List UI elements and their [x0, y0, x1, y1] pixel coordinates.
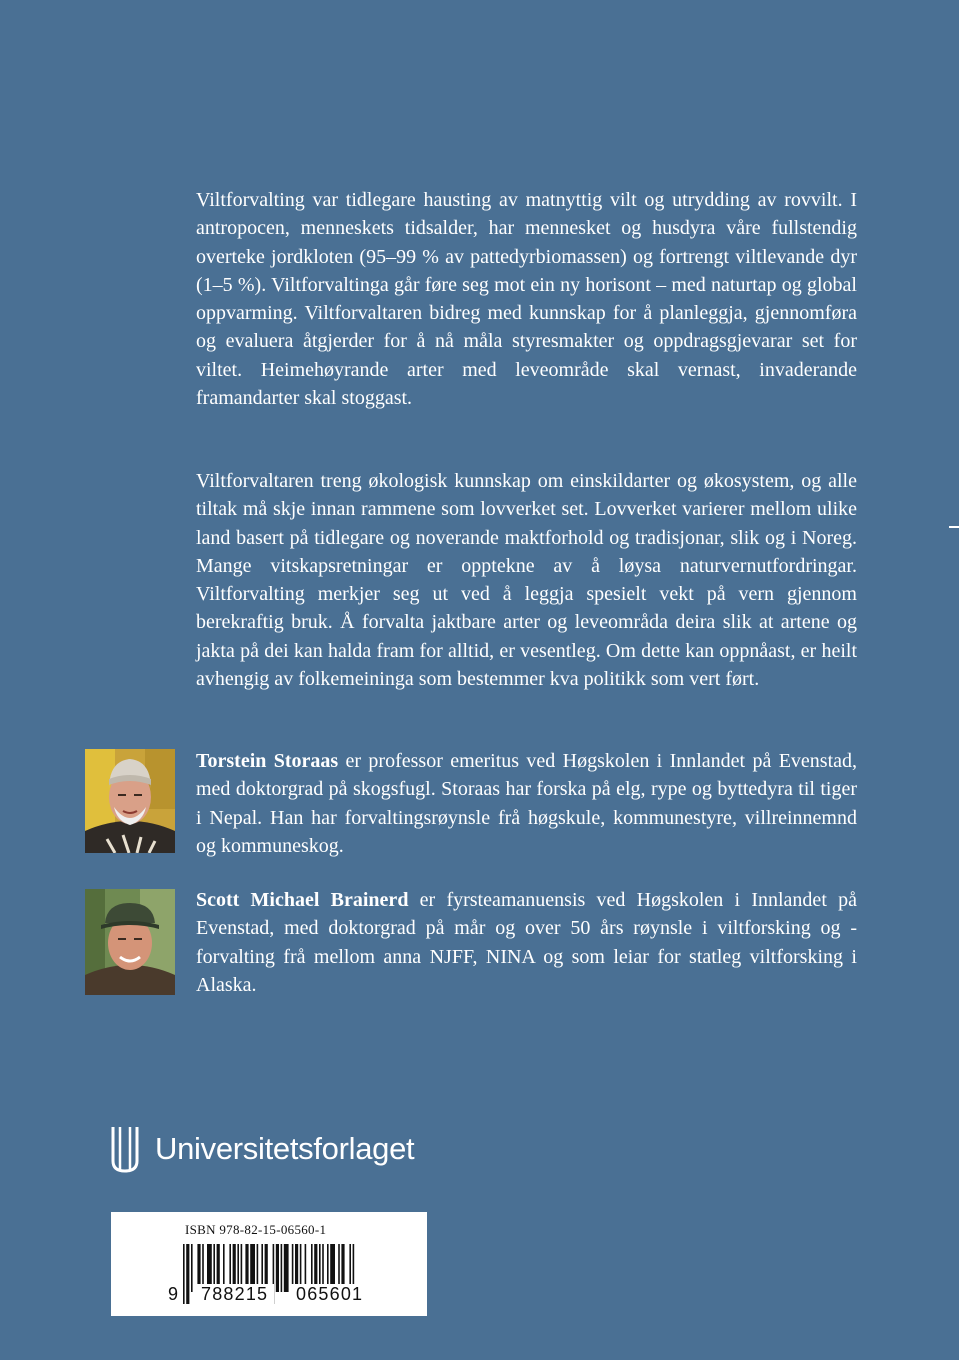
- description-paragraph-2: Viltforvaltaren treng økologisk kunnskap om einskildarter og økosystem, og alle tiltak må skje innan rammene som lovverket set. Lovverket varierer mellom ulike land basert på tidlegare og noverande maktforhold og tradisjonar, slik og i Noreg. Mange vitskapsretningar er opptekne av å løysa naturvernutfordringar. Viltforvalting merkjer seg ut ved å leggja spesielt vekt på vern gjennom berekraftig bruk. Å forvalta jaktbare arter og leveområda deira slik at artene og jakta på dei kan halda fram for alltid, er vesentleg. Om dette kan oppnåast, er heilt avhengig av folkemeininga som bestemmer kva politikk som vert ført.: [196, 470, 857, 691]
- author-bio-1: [196, 747, 857, 860]
- barcode-bar: [281, 1244, 283, 1292]
- barcode-digit-first: 9: [168, 1284, 179, 1304]
- publisher-name: Universitetsforlaget: [155, 1131, 415, 1166]
- barcode-digit-group-1: 788215: [195, 1284, 274, 1304]
- barcode-bar: [186, 1244, 189, 1304]
- author-bio-2: [196, 886, 857, 999]
- author-portrait-2-image: [85, 889, 175, 995]
- edge-mark: [949, 526, 959, 528]
- barcode-bar: [191, 1244, 193, 1292]
- author-name-1: Torstein Storaas: [196, 750, 339, 772]
- author-photo-torstein-storaas: [85, 749, 175, 853]
- publisher-u-icon: [111, 1125, 139, 1173]
- author-portrait-1-image: [85, 749, 175, 853]
- barcode-bar: [183, 1244, 185, 1304]
- barcode-bar: [284, 1244, 289, 1292]
- barcode-bar: [276, 1244, 279, 1292]
- isbn-label: ISBN 978-82-15-06560-1: [185, 1222, 327, 1237]
- barcode-digit-group-2: 065601: [290, 1284, 369, 1304]
- author-name-2: Scott Michael Brainerd: [196, 889, 409, 911]
- author-bio-text-1: er professor emeritus ved Høgskolen i Innlandet på Evenstad, med doktorgrad på skogsfugl. Storaas har forska på elg, rype og byttedyra til tiger i Nepal. Han har forvaltingsrøynsle frå høgskule, kommunestyre, villreinnemnd og kommuneskog.: [196, 750, 858, 857]
- author-photo-scott-michael-brainerd: [85, 889, 175, 995]
- description-paragraph-1: Viltforvalting var tidlegare hausting av matnyttig vilt og utrydding av rovvilt. I antropocen, menneskets tidsalder, har mennesket og husdyra våre fullstendig overteke jordkloten (95–99 % av pattedyrbiomassen) og fortrengt viltlevande dyr (1–5 %). Viltforvaltinga går føre seg mot ein ny horisont – med naturtap og global oppvarming. Viltforvaltaren bidreg med kunnskap for å planleggja, gjennomføra og evaluera åtgjerder for å nå måla styresmakter og oppdragsgjevarar set for viltet. Heimehøyrande arter med leveområde skal vernast, invaderande framandarter skal stoggast.: [196, 189, 857, 410]
- publisher-logo: [111, 1124, 414, 1174]
- author-bio-text-2: er fyrsteamanuensis ved Høgskolen i Innlandet på Evenstad, med doktorgrad på mår og over 50 års røynsle i viltforsking og -forvalting frå mellom anna NJFF, NINA og som leiar for statleg viltforsking i Alaska.: [196, 889, 857, 996]
- isbn-barcode: [111, 1212, 427, 1316]
